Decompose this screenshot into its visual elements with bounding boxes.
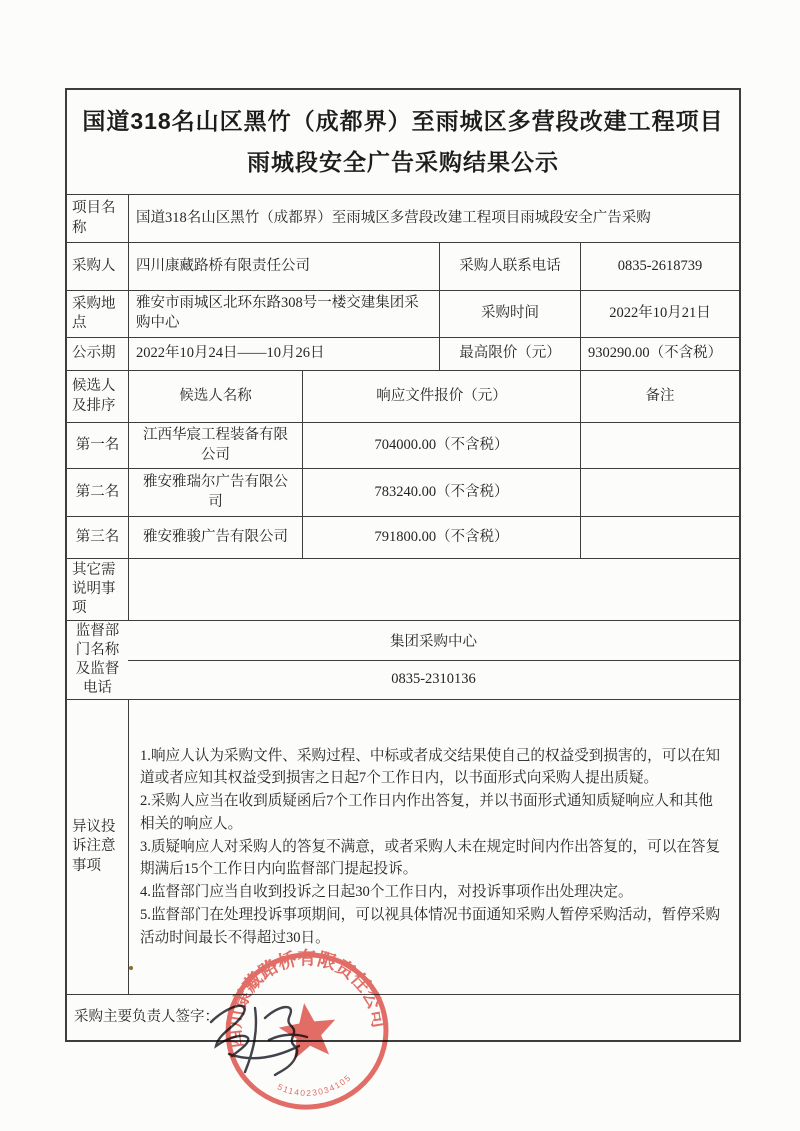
objection-notes-cell bbox=[128, 700, 739, 994]
purchase-time-label: 采购时间 bbox=[439, 291, 580, 337]
location-row bbox=[67, 290, 739, 337]
result-announcement-table bbox=[65, 88, 741, 1042]
candidate-1-rank: 第一名 bbox=[75, 436, 120, 453]
candidate-row-1 bbox=[67, 422, 739, 468]
candidate-row-2 bbox=[67, 468, 739, 516]
project-name-row bbox=[67, 194, 739, 242]
objection-item-4: 4.监督部门应当自收到投诉之日起30个工作日内，对投诉事项作出处理决定。 bbox=[140, 884, 633, 901]
other-notes-row bbox=[67, 558, 739, 620]
supervision-values bbox=[128, 621, 739, 699]
candidate-2-name: 雅安雅瑞尔广告有限公司 bbox=[128, 469, 302, 516]
candidate-1-remark bbox=[580, 423, 739, 468]
candidates-header-row bbox=[67, 370, 739, 422]
candidates-rank-header: 候选人及排序 bbox=[72, 378, 116, 414]
candidates-remark-header: 备注 bbox=[580, 371, 739, 422]
supervision-label: 监督部门名称及监督电话 bbox=[75, 622, 120, 697]
other-notes-label: 其它需说明事项 bbox=[72, 562, 116, 617]
candidate-2-price: 783240.00（不含税） bbox=[302, 469, 580, 516]
purchaser-row bbox=[67, 242, 739, 290]
max-price-value: 930290.00（不含税） bbox=[580, 338, 739, 370]
candidate-2-rank: 第二名 bbox=[75, 483, 120, 500]
title-row bbox=[67, 90, 739, 194]
objection-item-3: 3.质疑响应人对采购人的答复不满意，或者采购人未在规定时间内作出答复的，可以在答复期满后15个工作日内向监督部门提起投诉。 bbox=[140, 838, 721, 878]
candidate-3-price: 791800.00（不含税） bbox=[302, 517, 580, 558]
supervision-row bbox=[67, 620, 739, 699]
objection-item-1: 1.响应人认为采购文件、采购过程、中标或者成交结果使自己的权益受到损害的，可以在知道或者应知其权益受到损害之日起7个工作日内，以书面形式向采购人提出质疑。 bbox=[140, 747, 721, 787]
location-label: 采购地点 bbox=[72, 295, 116, 331]
supervision-department: 集团采购中心 bbox=[390, 633, 477, 650]
candidates-price-header: 响应文件报价（元） bbox=[302, 371, 580, 422]
document-title bbox=[67, 90, 739, 194]
purchaser-phone-value: 0835-2618739 bbox=[580, 243, 739, 290]
scan-artifact-dot bbox=[129, 966, 133, 970]
purchase-time-value: 2022年10月21日 bbox=[580, 291, 739, 337]
publicity-period-row bbox=[67, 337, 739, 370]
location-value: 雅安市雨城区北环东路308号一楼交建集团采购中心 bbox=[128, 291, 439, 337]
candidate-row-3 bbox=[67, 516, 739, 558]
candidate-1-price: 704000.00（不含税） bbox=[302, 423, 580, 468]
candidate-3-name: 雅安雅骏广告有限公司 bbox=[128, 517, 302, 558]
purchaser-phone-label: 采购人联系电话 bbox=[439, 243, 580, 290]
purchaser-value: 四川康藏路桥有限责任公司 bbox=[128, 243, 439, 290]
objection-item-5: 5.监督部门在处理投诉事项期间，可以视具体情况书面通知采购人暂停采购活动，暂停采购活动时间最长不得超过30日。 bbox=[140, 906, 721, 946]
max-price-label: 最高限价（元） bbox=[439, 338, 580, 370]
purchaser-label: 采购人 bbox=[72, 257, 116, 274]
objection-item-2: 2.采购人应当在收到质疑函后7个工作日内作出答复，并以书面形式通知质疑响应人和其他相关的响应人。 bbox=[140, 793, 713, 832]
title-line-2: 雨城段安全广告采购结果公示 bbox=[247, 149, 559, 175]
supervision-phone: 0835-2310136 bbox=[128, 660, 739, 700]
candidate-2-remark bbox=[580, 469, 739, 516]
other-notes-value bbox=[128, 559, 739, 620]
candidates-name-header: 候选人名称 bbox=[128, 371, 302, 422]
objection-notes-row bbox=[67, 699, 739, 994]
objection-notes-list bbox=[136, 741, 732, 954]
project-name-label: 项目名称 bbox=[72, 200, 116, 236]
seal-code-text bbox=[275, 1071, 355, 1102]
seal-code-textpath: 5114023034105 bbox=[275, 1072, 354, 1098]
objection-notes-label: 异议投诉注意事项 bbox=[72, 819, 116, 874]
signature-label: 采购主要负责人签字： bbox=[74, 1008, 219, 1025]
seal-company-textpath: 四川康藏路桥有限责任公司 bbox=[225, 949, 389, 1049]
publicity-period-value: 2022年10月24日——10月26日 bbox=[128, 338, 439, 370]
signature-row bbox=[67, 994, 739, 1040]
title-line-1: 国道318名山区黑竹（成都界）至雨城区多营段改建工程项目 bbox=[82, 107, 724, 134]
publicity-period-label: 公示期 bbox=[72, 345, 116, 362]
project-name-value: 国道318名山区黑竹（成都界）至雨城区多营段改建工程项目雨城段安全广告采购 bbox=[128, 195, 739, 242]
candidate-3-remark bbox=[580, 517, 739, 558]
candidate-3-rank: 第三名 bbox=[75, 528, 120, 545]
candidate-1-name: 江西华宸工程装备有限公司 bbox=[128, 423, 302, 468]
